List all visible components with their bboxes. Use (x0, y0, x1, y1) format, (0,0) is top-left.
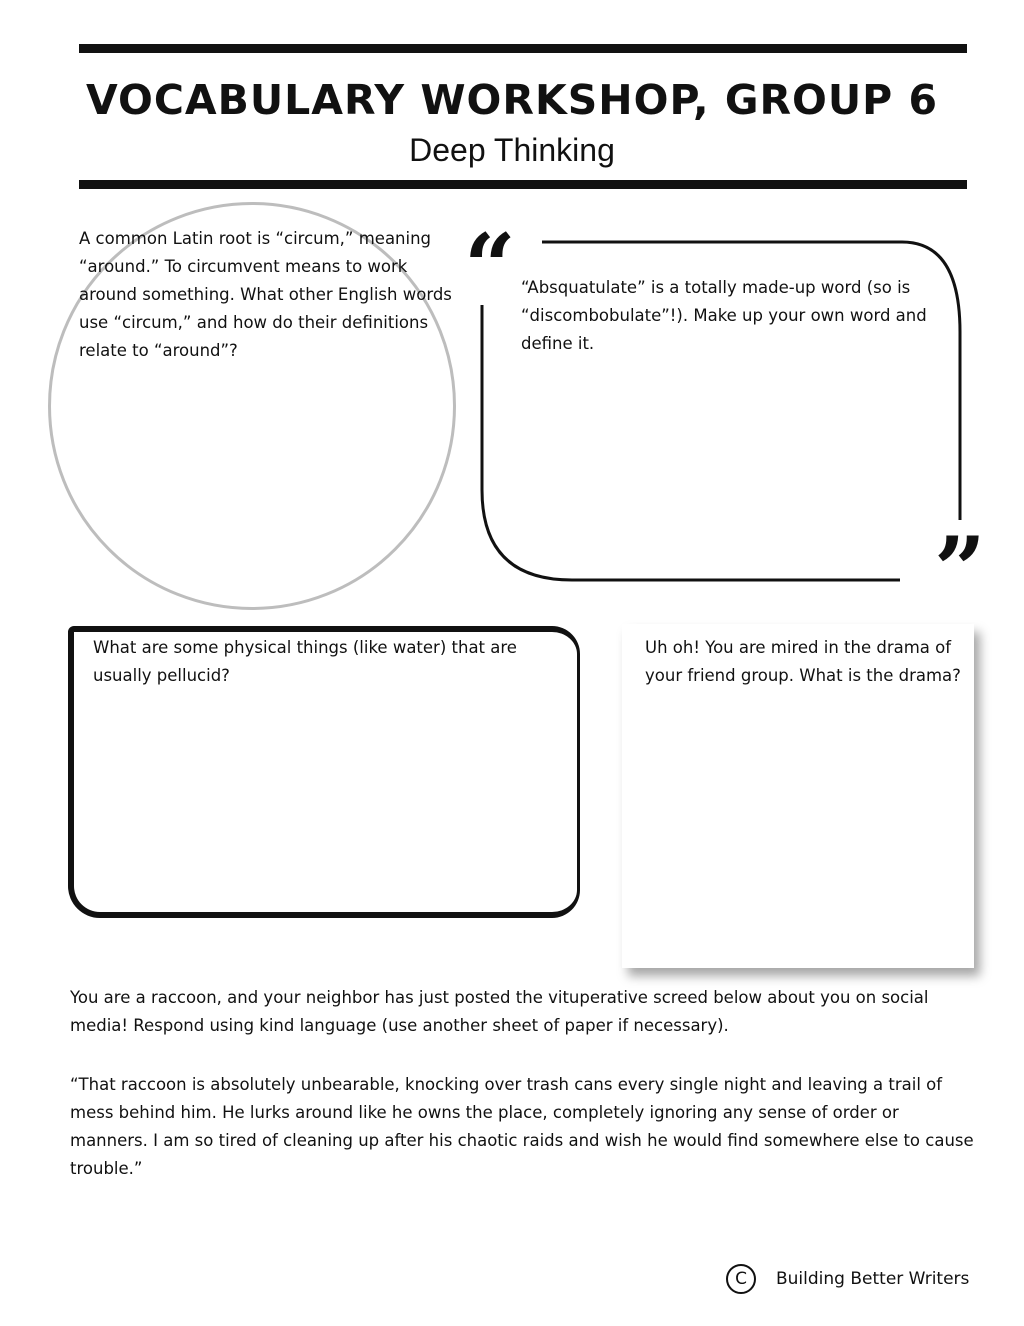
raccoon-quote: “That raccoon is absolutely unbearable, knocking over trash cans every single night and leaving a trail of mess behind him. He lurks around like he owns the place, completely ignoring any sense of order or manners. I am so tired of cleaning up after his chaotic raids and wish he would find somewhere else to cause trouble.” (70, 1075, 974, 1178)
page-subtitle: Deep Thinking (409, 132, 615, 168)
prompt-pellucid: What are some physical things (like water) that are usually pellucid? (93, 638, 517, 685)
prompt-absquatulate: “Absquatulate” is a totally made-up word (so is “discombobulate”!). Make up your own word and define it. (521, 278, 927, 353)
prompt-raccoon: You are a raccoon, and your neighbor has just posted the vituperative screed below about you on social media! Respond using kind language (use another sheet of paper if necessary). (70, 988, 929, 1035)
copyright-icon: C (726, 1264, 756, 1294)
footer-text: Building Better Writers (776, 1269, 970, 1289)
open-quote-icon: “ (464, 214, 516, 320)
page-title: VOCABULARY WORKSHOP, GROUP 6 (85, 76, 939, 124)
prompt-drama: Uh oh! You are mired in the drama of your friend group. What is the drama? (645, 638, 961, 685)
prompt-circum: A common Latin root is “circum,” meaning “around.” To circumvent means to work around something. What other English words use “circum,” and how do their definitions relate to “around”? (79, 229, 452, 360)
close-quote-icon: ” (934, 517, 986, 623)
footer-credit (726, 1264, 969, 1294)
